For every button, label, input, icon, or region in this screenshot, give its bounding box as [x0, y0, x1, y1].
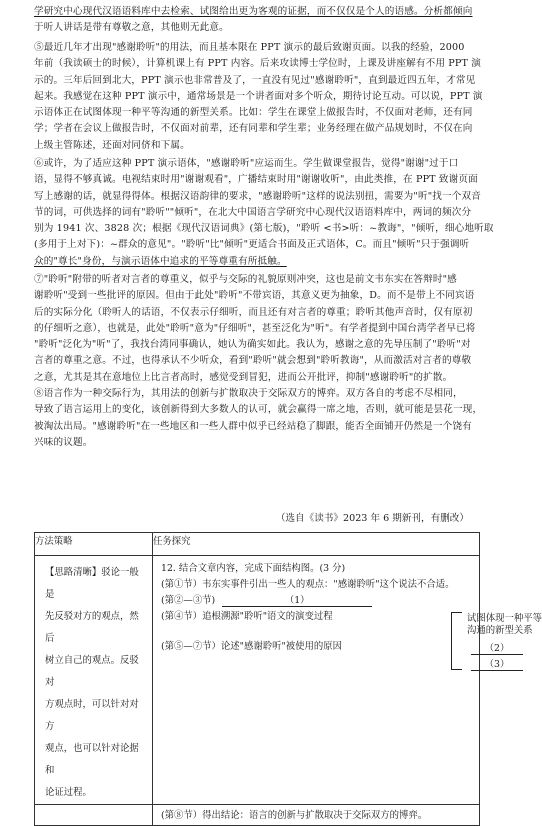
structure-row-4: (第⑤—⑦节）论述"感谢聆听"被使用的原因	[161, 641, 343, 652]
strategy-line: 观点，也可以针对论据和	[45, 743, 139, 776]
answer-blank-3[interactable]: （3）	[471, 656, 523, 671]
text-line: "聆听"泛化为"听"了，我找台湾同事确认，她认为确实如此。我认为，感谢之意的先导压制了"聆听"对	[34, 339, 471, 351]
answer-blank-1[interactable]: （1）	[222, 592, 372, 607]
structure-row-3: (第④节）追根溯源"聆听"语文的演变过程	[161, 611, 333, 622]
paragraph-8	[34, 386, 483, 451]
structure-row-5: (第⑧节）得出结论：语言的创新与扩散取决于交际双方的博弈。	[161, 810, 428, 821]
text-line: 众的"尊长"身份，与演示语体中追求的平等尊重有所抵触。	[34, 255, 287, 267]
paragraph-continued	[34, 4, 478, 37]
strategy-line: 先反驳对方的观点，然后	[45, 611, 139, 644]
paragraph-5	[34, 40, 483, 154]
paragraph-6	[34, 156, 494, 270]
text-line: 上级主管陈述，还面对同侪和下属。	[34, 139, 190, 151]
text-line: 的仔细听之意），也就是，此处"聆听"意为"仔细听"，甚至泛化为"听"。有学者提到中国台湾学者早已将	[34, 322, 476, 334]
text-line: ⑦"聆听"附带的听者对言者的尊重义，似乎与交际的礼貌原则冲突，这也是前文韦东实在答辩时"感	[34, 274, 457, 285]
strategy-line: 方观点时，可以针对对方	[45, 699, 139, 732]
strategy-cell	[35, 556, 153, 805]
text-line: 被淘汰出局。"感谢聆听"在一些地区和一些人群中似乎已经站稳了脚跟，能否全面铺开仍然是一个饶有	[34, 420, 472, 432]
text-line: 起来。我感觉在这种 PPT 演示中，通常场景是一个讲者面对多个听众，期待讨论互动。可以说，PPT 演	[34, 90, 483, 102]
text-line: 语，显得不够真诚。电视结束时用"谢谢观看"，广播结束时用"谢谢收听"，由此类推，在 PPT 致谢页面	[34, 174, 478, 186]
text-line: ⑥或许，为了适应这种 PPT 演示语体，"感谢聆听"应运而生。学生做课堂报告，觉得"谢谢"过于口	[34, 158, 459, 169]
structure-row-5-cell	[153, 805, 480, 826]
structure-row-2	[161, 592, 372, 607]
text-line: 导致了语言运用上的变化，该创新得到大多数人的认可，就会赢得一席之地，否则，就可能是昙花一现，	[34, 404, 483, 416]
text-line: 年前（我读硕士的时候），计算机课上有 PPT 内容。后来攻读博士学位时，上课及讲座解有不用 PPT 演	[34, 58, 482, 70]
branch-row-3	[471, 656, 523, 671]
text-line: 学研究中心现代汉语语料库中去检索、试图给出更为客观的证据，而不仅仅是个人的语感。分析都倾向	[34, 6, 473, 17]
text-line: 写上感谢的话，就显得得体。根据汉语韵律的要求，"感谢聆听"这样的说法别扭，需要为"听"找一个双音	[34, 190, 481, 202]
strategy-line: 【思路清晰】驳论一般是	[45, 567, 139, 600]
structure-row-2-label: (第②—③节)	[161, 595, 216, 606]
answer-blank-2[interactable]: （2）	[471, 640, 523, 655]
text-line: 于听人讲话是带有尊敬之意，其他则无此意。	[34, 22, 229, 34]
branch-top-line-1: 试图体现一种平等	[467, 613, 542, 624]
text-line: 示的。三年后回到北大，PPT 演示也非常普及了，一直没有见过"感谢聆听"，直到最近四五年，才常见	[34, 74, 476, 86]
task-header: 任务探究	[153, 533, 480, 556]
paragraph-7	[34, 272, 478, 386]
text-line: 示语体正在试图体现一种平等沟通的新型关系。比如：学生在课堂上做报告时，不仅面对老师，还有同	[34, 107, 473, 119]
structure-row-1: (第①节）韦东实事件引出一些人的观点："感谢聆听"这个说法不合适。	[161, 579, 455, 590]
strategy-cell-cont	[35, 805, 153, 826]
text-line: 节的词，可供选择的词有"聆听""倾听"，在北大中国语言学研究中心现代汉语语料库中，两词的频次分	[34, 206, 472, 218]
branch-bracket	[451, 612, 462, 670]
text-line: 之意，尤其是其在意地位上比言者高时，感觉受到冒犯，进而公开批评，抑制"感谢聆听"的扩散。	[34, 371, 453, 383]
branch-top-line-2: 沟通的新型关系	[467, 625, 533, 636]
text-line: (多用于上对下)：~群众的意见"。"聆听"比"倾听"更适合书面及正式语体，C。而且"倾听"只于强调听	[34, 239, 470, 251]
text-line: 后的实际分化（聆听人的话语，不仅表示仔细听，而且还有对言者的尊重；聆听其他声音时，仅有原初	[34, 306, 473, 318]
text-line: 谢聆听"受到一些批评的原因。但由于此处"聆听"不带宾语，其意义更为抽象，D。而不是带上不同宾语	[34, 290, 475, 302]
text-line: ⑤最近几年才出现"感谢聆听"的用法，而且基本限在 PPT 演示的最后致谢页面。以我的经验，2000	[34, 42, 465, 53]
source-citation: （选自《读书》2023 年 6 期新刊，有删改）	[275, 513, 469, 524]
strategy-line: 树立自己的观点。反驳对	[45, 655, 139, 688]
task-table	[34, 532, 542, 826]
text-line: ⑧语言作为一种交际行为，其用法的创新与扩散取决于交际双方的博弈。双方各自的考虑不尽相同，	[34, 388, 463, 399]
question-prompt: 12. 结合文章内容，完成下面结构图。(3 分)	[161, 563, 346, 574]
strategy-header: 方法策略	[35, 533, 153, 556]
strategy-line: 论证过程。	[45, 787, 92, 798]
text-line: 学；学者在会议上做报告时，不仅面对前辈，还有同辈和学生辈；业务经理在做产品规划时，不仅在向	[34, 123, 473, 135]
text-line: 兴味的议题。	[34, 436, 93, 448]
branch-row-2	[471, 640, 523, 655]
text-line: 别为 1941 次、3828 次；根据《现代汉语词典》(第七版)，"聆听 <书>听：~教诲"，"倾听，细心地听取	[34, 223, 494, 235]
text-line: 言者的尊重之意。不过，也得承认不少听众，看到"聆听"就会想到"聆听教诲"，从而激活对言者的尊敬	[34, 355, 472, 367]
structure-diagram-cell	[153, 556, 542, 805]
